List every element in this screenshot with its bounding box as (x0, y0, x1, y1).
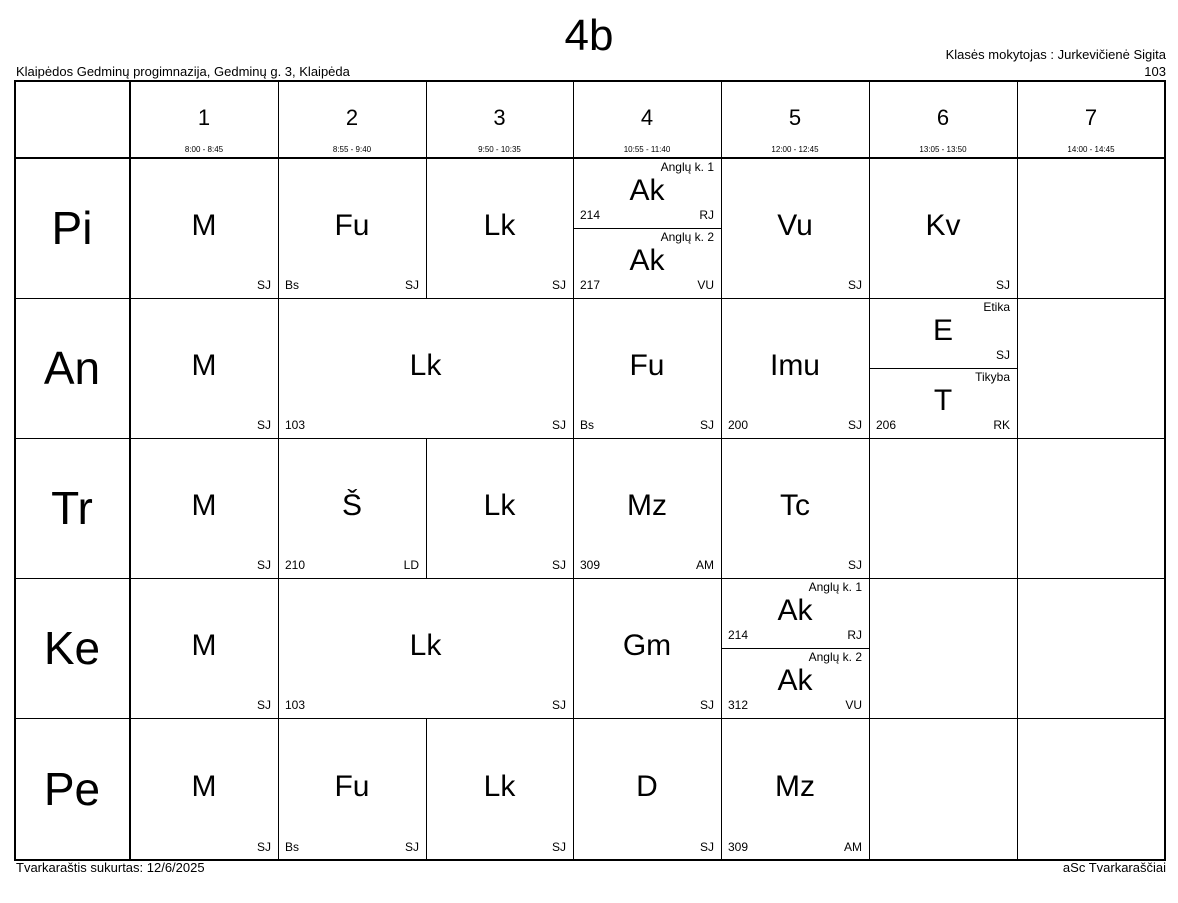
lesson-teacher: SJ (256, 278, 271, 292)
lesson-room: 309 (728, 840, 749, 854)
lesson-group-name: Etika (983, 300, 1010, 314)
lesson-teacher: AM (844, 840, 862, 854)
lesson-room: Bs (580, 418, 595, 432)
lesson-room: 103 (285, 418, 306, 432)
lesson-subject: Lk (409, 349, 442, 382)
lesson-teacher: AM (696, 558, 714, 572)
lesson-subject: Fu (334, 770, 370, 803)
day-label: Pe (43, 763, 101, 815)
lesson-group (573, 158, 721, 228)
lesson-subject: Fu (334, 209, 370, 242)
lesson-subject: Lk (483, 770, 516, 803)
period-number: 4 (640, 105, 654, 130)
class-teacher: Klasės mokytojas : Jurkevičienė Sigita (945, 47, 1166, 62)
lesson-teacher: SJ (995, 278, 1010, 292)
empty-slot-border (1017, 578, 1018, 718)
lesson-cell (278, 718, 426, 860)
lesson-group-name: Anglų k. 1 (660, 160, 714, 174)
lesson-cell (573, 718, 721, 860)
period-number: 1 (197, 105, 211, 130)
lesson-cell (721, 158, 869, 298)
empty-slot-border (1017, 718, 1018, 860)
period-time: 8:00 - 8:45 (184, 145, 224, 154)
period-time: 12:00 - 12:45 (771, 145, 819, 154)
lesson-cell (130, 438, 278, 578)
lesson-cell (869, 298, 1017, 438)
lesson-teacher: SJ (699, 698, 714, 712)
lesson-cell (573, 578, 721, 718)
lesson-teacher: SJ (256, 840, 271, 854)
lesson-teacher: SJ (847, 558, 862, 572)
lesson-cell (278, 298, 573, 438)
lesson-teacher: SJ (699, 418, 714, 432)
lesson-cell (130, 578, 278, 718)
lesson-room: Bs (285, 840, 300, 854)
lesson-teacher: LD (403, 558, 419, 572)
lesson-subject: Lk (483, 209, 516, 242)
day-label: Pi (51, 202, 93, 254)
school-name: Klaipėdos Gedminų progimnazija, Gedminų g. 3, Klaipėda (16, 64, 350, 79)
period-time: 13:05 - 13:50 (919, 145, 967, 154)
lesson-cell (130, 298, 278, 438)
lesson-border (1017, 158, 1018, 298)
grid-border-left (14, 80, 16, 861)
period-time: 8:55 - 9:40 (332, 145, 372, 154)
lesson-subject: Ak (777, 594, 813, 627)
grid-border-right (1164, 80, 1166, 861)
lesson-subject: Imu (769, 349, 820, 382)
lesson-cell (573, 438, 721, 578)
lesson-subject: Ak (629, 174, 665, 207)
lesson-cell (721, 298, 869, 438)
lesson-teacher: SJ (256, 558, 271, 572)
period-number: 6 (936, 105, 950, 130)
lesson-group (869, 368, 1017, 438)
lesson-subject: M (191, 629, 217, 662)
lesson-subject: E (932, 314, 953, 347)
lesson-subject: Š (341, 489, 362, 522)
day-label: Ke (43, 622, 101, 674)
lesson-border (869, 438, 870, 578)
lesson-teacher: SJ (551, 418, 566, 432)
lesson-subject: Tc (780, 489, 810, 522)
lesson-group-name: Tikyba (975, 370, 1010, 384)
lesson-teacher: SJ (551, 698, 566, 712)
lesson-cell (278, 578, 573, 718)
lesson-teacher: SJ (256, 418, 271, 432)
lesson-group (721, 578, 869, 648)
lesson-subject: M (191, 349, 217, 382)
period-number: 2 (345, 105, 359, 130)
lesson-cell (869, 158, 1017, 298)
lesson-cell (426, 718, 573, 860)
lesson-group (721, 648, 869, 718)
lesson-room: 103 (285, 698, 306, 712)
lesson-teacher: RK (993, 418, 1010, 432)
period-time: 10:55 - 11:40 (623, 145, 671, 154)
lesson-cell (721, 578, 869, 718)
lesson-subject: M (191, 770, 217, 803)
lesson-teacher: SJ (551, 840, 566, 854)
lesson-group (573, 228, 721, 298)
lesson-subject: M (191, 209, 217, 242)
lesson-cell (721, 438, 869, 578)
empty-slot-border (1017, 438, 1018, 578)
lesson-subject: D (636, 770, 658, 803)
period-number: 7 (1084, 105, 1098, 130)
lesson-subject: Mz (627, 489, 667, 522)
lesson-teacher: SJ (699, 840, 714, 854)
lesson-teacher: SJ (551, 558, 566, 572)
lesson-cell (426, 158, 573, 298)
brand-label: aSc Tvarkaraščiai (1062, 860, 1166, 875)
lesson-subject: Vu (777, 209, 813, 242)
lesson-room: 214 (728, 628, 749, 642)
period-number: 5 (788, 105, 802, 130)
lesson-subject: Mz (775, 770, 815, 803)
lesson-cell (278, 158, 426, 298)
lesson-subject: Fu (629, 349, 665, 382)
lesson-cell (573, 158, 721, 298)
page-title: 4b (564, 11, 614, 60)
lesson-teacher: VU (697, 278, 714, 292)
created-date: Tvarkaraštis sukurtas: 12/6/2025 (16, 860, 205, 875)
lesson-border (1017, 298, 1018, 438)
lesson-room: 309 (580, 558, 601, 572)
lesson-teacher: SJ (847, 418, 862, 432)
lesson-teacher: SJ (404, 278, 419, 292)
lesson-cell (130, 718, 278, 860)
lesson-border (869, 718, 870, 860)
lesson-subject: Ak (777, 664, 813, 697)
lesson-subject: Gm (622, 629, 672, 662)
lesson-teacher: SJ (995, 348, 1010, 362)
lesson-room: 312 (728, 698, 749, 712)
lesson-teacher: RJ (699, 208, 714, 222)
lesson-room: 206 (876, 418, 897, 432)
lesson-subject: Kv (925, 209, 961, 242)
lesson-cell (573, 298, 721, 438)
lesson-cell (426, 438, 573, 578)
lesson-border (869, 578, 870, 718)
class-room: 103 (1144, 64, 1166, 79)
lesson-teacher: SJ (847, 278, 862, 292)
lesson-subject: Lk (483, 489, 516, 522)
timetable-grid (14, 80, 1166, 861)
lesson-teacher: SJ (256, 698, 271, 712)
lesson-teacher: VU (845, 698, 862, 712)
lesson-cell (130, 158, 278, 298)
lesson-group (869, 298, 1017, 368)
period-time: 14:00 - 14:45 (1067, 145, 1115, 154)
lesson-group-name: Anglų k. 2 (660, 230, 714, 244)
lesson-room: Bs (285, 278, 300, 292)
day-label: Tr (51, 482, 93, 534)
lesson-room: 210 (285, 558, 306, 572)
lesson-teacher: RJ (847, 628, 862, 642)
lesson-group-name: Anglų k. 2 (808, 650, 862, 664)
lesson-subject: Ak (629, 244, 665, 277)
lesson-room: 200 (728, 418, 749, 432)
lesson-room: 217 (580, 278, 601, 292)
lesson-cell (721, 718, 869, 860)
day-label: An (43, 342, 101, 394)
grid-border-top (14, 80, 1166, 82)
lesson-teacher: SJ (404, 840, 419, 854)
period-time: 9:50 - 10:35 (478, 145, 521, 154)
lesson-subject: M (191, 489, 217, 522)
lesson-cell (278, 438, 426, 578)
lesson-subject: Lk (409, 629, 442, 662)
lesson-teacher: SJ (551, 278, 566, 292)
lesson-group-name: Anglų k. 1 (808, 580, 862, 594)
lesson-room: 214 (580, 208, 601, 222)
lesson-subject: T (933, 384, 953, 417)
period-number: 3 (493, 105, 506, 130)
